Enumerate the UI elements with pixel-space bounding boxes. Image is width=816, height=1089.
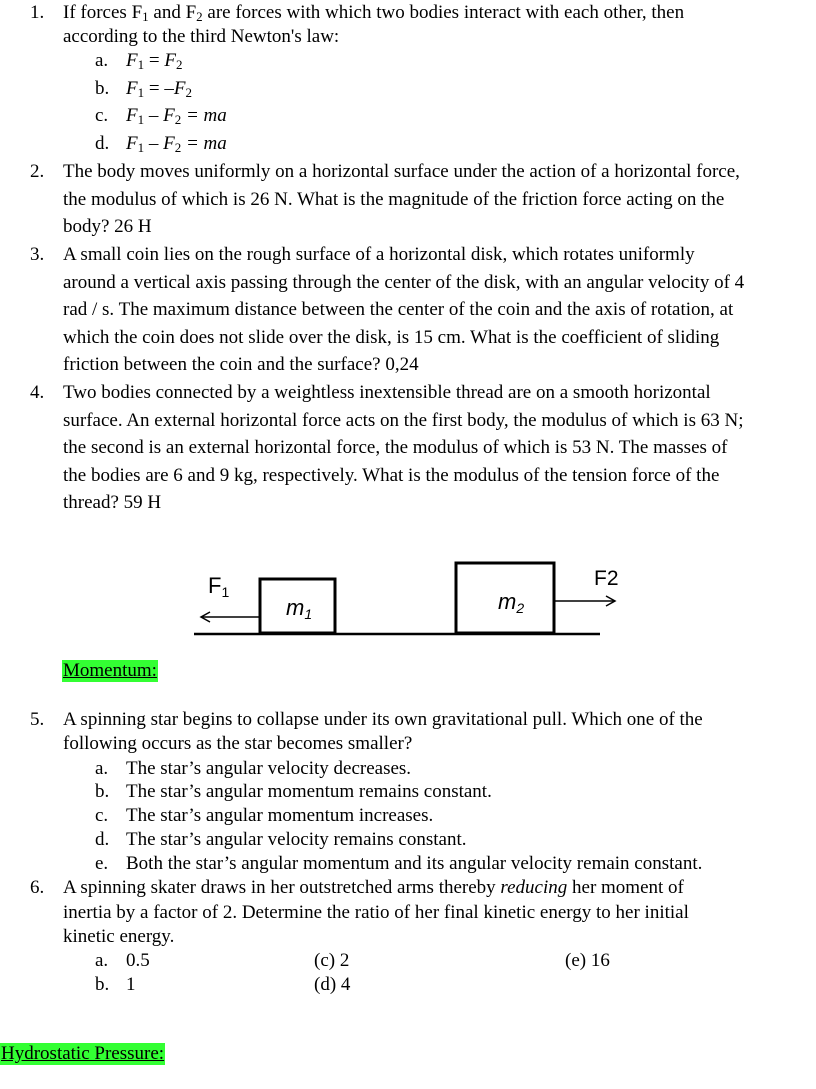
question-text: A spinning skater draws in her outstretched arms thereby reducing her moment of: [63, 877, 684, 898]
option-b-text: The star’s angular momentum remains constant.: [126, 781, 492, 802]
question-number: 6.: [30, 877, 45, 898]
momentum-heading: Momentum:: [63, 660, 157, 681]
question-text: If forces $F_1$ and $F_2$ are forces with which two bodies interact with each other, then: [63, 2, 685, 24]
question-text: body? 26 H: [63, 216, 152, 237]
f1-label: F1: [208, 573, 230, 600]
option-b-letter: b.: [95, 781, 110, 802]
question-text: the second is an external horizontal force, the modulus of which is 53 N. The masses of: [63, 437, 728, 458]
option-d-text: The star’s angular velocity remains constant.: [126, 829, 467, 850]
question-text: A spinning star begins to collapse under its own gravitational pull. Which one of the: [63, 709, 703, 730]
question-text: following occurs as the star becomes smaller?: [63, 733, 413, 754]
question-text: which the coin does not slide over the disk, is 15 cm. What is the coefficient of sliding: [63, 327, 720, 348]
question-number: 4.: [30, 382, 45, 403]
question-text: The body moves uniformly on a horizontal surface under the action of a horizontal force,: [63, 161, 740, 182]
question-text: inertia by a factor of 2. Determine the ratio of her final kinetic energy to her initial: [63, 902, 689, 923]
option-a-letter: a.: [95, 758, 109, 779]
option-b-letter: b.: [95, 974, 110, 995]
question-text: thread? 59 H: [63, 492, 162, 513]
option-d-text: (d) 4: [314, 974, 351, 995]
question-text: the modulus of which is 26 N. What is the magnitude of the friction force acting on the: [63, 189, 725, 210]
question-text: kinetic energy.: [63, 926, 175, 947]
option-a-text: 0.5: [126, 950, 150, 971]
option-c-text: The star’s angular momentum increases.: [126, 805, 434, 826]
two-blocks-diagram: [190, 555, 620, 640]
option-c-text: (c) 2: [314, 950, 350, 971]
question-text: the bodies are 6 and 9 kg, respectively. What is the modulus of the tension force of the: [63, 465, 720, 486]
question-number: 3.: [30, 244, 45, 265]
question-text: friction between the coin and the surface? 0,24: [63, 354, 419, 375]
option-e-letter: e.: [95, 853, 109, 874]
f2-label: F2: [594, 567, 619, 590]
option-a-letter: a.: [95, 950, 109, 971]
question-number: 1.: [30, 2, 45, 23]
question-number: 5.: [30, 709, 45, 730]
option-e-text: Both the star’s angular momentum and its angular velocity remain constant.: [126, 853, 703, 874]
option-c-letter: c.: [95, 805, 109, 826]
question-text: A small coin lies on the rough surface of a horizontal disk, which rotates uniformly: [63, 244, 695, 265]
option-d-letter: d.: [95, 829, 110, 850]
option-a-text: The star’s angular velocity decreases.: [126, 758, 412, 779]
question-text: surface. An external horizontal force acts on the first body, the modulus of which is 63 N;: [63, 410, 744, 431]
m2-label: m2: [498, 589, 525, 616]
question-text: according to the third Newton's law:: [63, 26, 340, 47]
option-b-text: 1: [126, 974, 136, 995]
question-text: around a vertical axis passing through the center of the disk, with an angular velocity of 4: [63, 272, 745, 293]
question-number: 2.: [30, 161, 45, 182]
question-text: rad / s. The maximum distance between the center of the coin and the axis of rotation, at: [63, 299, 734, 320]
question-text: Two bodies connected by a weightless inextensible thread are on a smooth horizontal: [63, 382, 711, 403]
hydrostatic-pressure-heading: Hydrostatic Pressure:: [1, 1043, 165, 1064]
option-e-text: (e) 16: [565, 950, 610, 971]
m1-label: m1: [286, 595, 313, 622]
